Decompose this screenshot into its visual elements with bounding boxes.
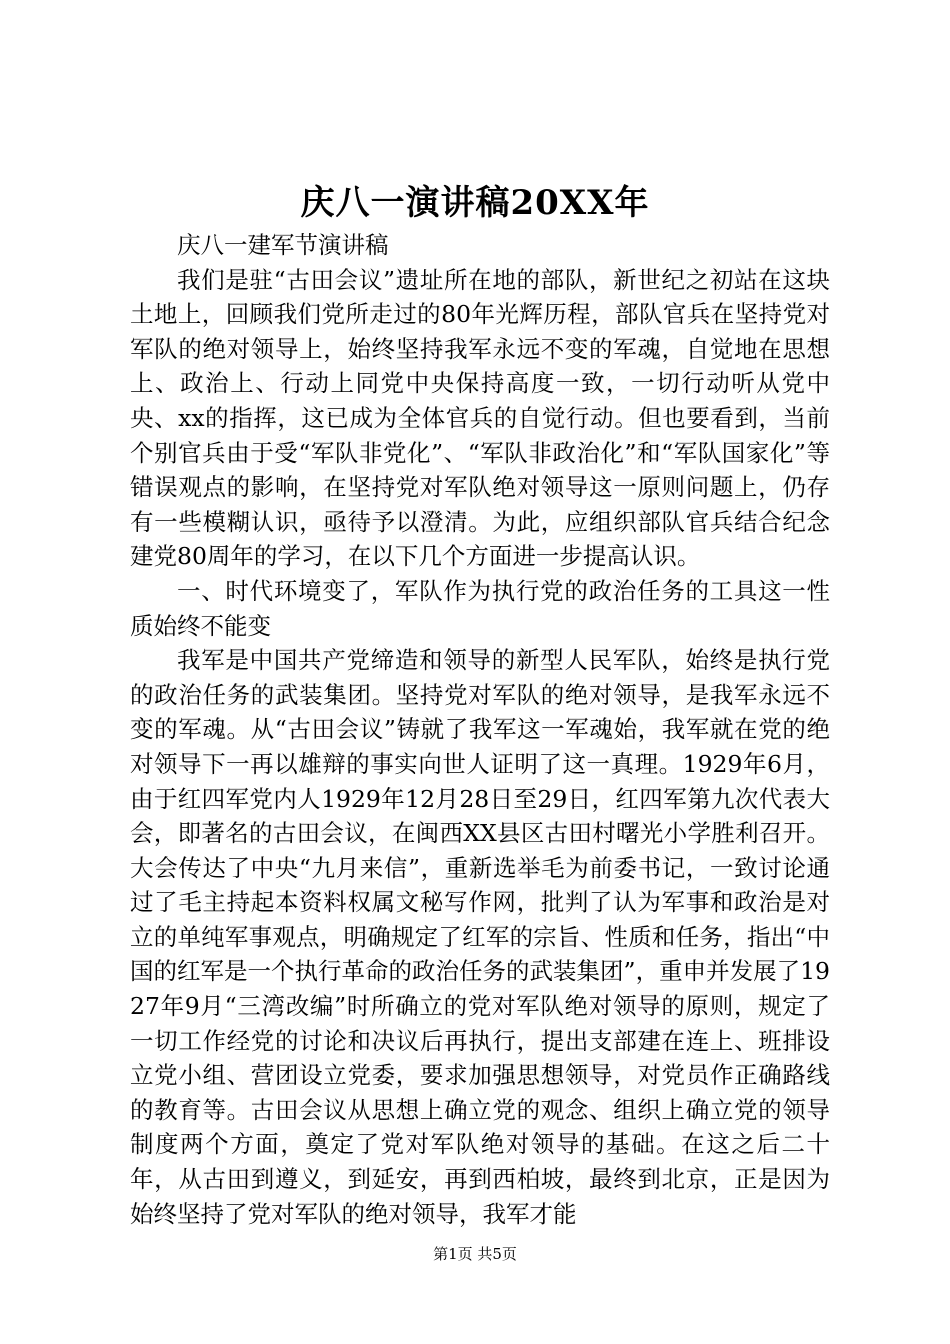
paragraph-subtitle: 庆八一建军节演讲稿 [177,231,389,259]
document-body [130,228,830,1231]
page-footer: 第1页 共5页 [433,1245,517,1263]
paragraph-history: 我军是中国共产党缔造和领导的新型人民军队，始终是执行党的政治任务的武装集团。坚持党对军队的绝对领导，是我军永远不变的军魂。从“古田会议”铸就了我军这一军魂始，我军就在党的绝对领导下一再以雄辩的事实向世人证明了这一真理。1929年6月，由于红四军党内人1929年12月28日至29日，红四军第九次代表大会，即著名的古田会议，在闽西XX县区古田村曙光小学胜利召开。大会传达了中央“九月来信”，重新选举毛为前委书记，一致讨论通过了毛主持起本资料权属文秘写作网，批判了认为军事和政治是对立的单纯军事观点，明确规定了红军的宗旨、性质和任务，指出“中国的红军是一个执行革命的政治任务的武装集团”，重申并发展了1927年9月“三湾改编”时所确立的党对军队绝对领导的原则，规定了一切工作经党的讨论和决议后再执行，提出支部建在连上、班排设立党小组、营团设立党委，要求加强思想领导，对党员作正确路线的教育等。古田会议从思想上确立党的观念、组织上确立党的领导制度两个方面，奠定了党对军队绝对领导的基础。在这之后二十年，从古田到遵义，到延安，再到西柏坡，最终到北京，正是因为始终坚持了党对军队的绝对领导，我军才能 [130,646,830,1228]
paragraph-intro: 我们是驻“古田会议”遗址所在地的部队，新世纪之初站在这块土地上，回顾我们党所走过的80年光辉历程，部队官兵在坚持党对军队的绝对领导上，始终坚持我军永远不变的军魂，自觉地在思想上、政治上、行动上同党中央保持高度一致，一切行动听从党中央、xx的指挥，这已成为全体官兵的自觉行动。但也要看到，当前个别官兵由于受“军队非党化”、“军队非政治化”和“军队国家化”等错误观点的影响，在坚持党对军队绝对领导这一原则问题上，仍存有一些模糊认识，亟待予以澄清。为此，应组织部队官兵结合纪念建党80周年的学习，在以下几个方面进一步提高认识。 [130,265,830,571]
paragraph-section-heading: 一、时代环境变了，军队作为执行党的政治任务的工具这一性质始终不能变 [130,576,830,640]
document-title: 庆八一演讲稿20XX年 [300,183,650,223]
